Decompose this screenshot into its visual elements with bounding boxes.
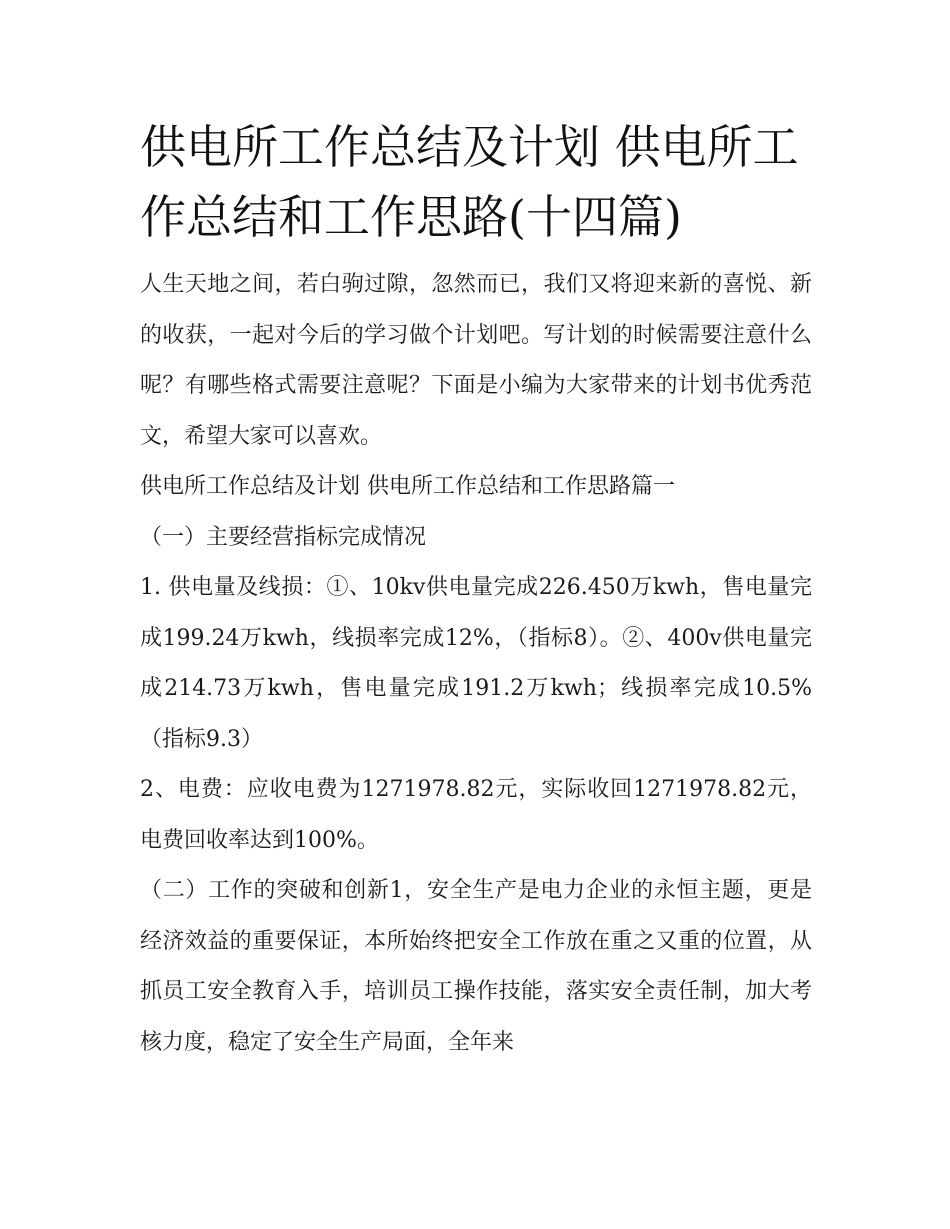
section-heading: 供电所工作总结及计划 供电所工作总结和工作思路篇一 bbox=[140, 474, 675, 499]
electricity-fee-paragraph: 2、电费：应收电费为1271978.82元，实际收回1271978.82元，电费回收率达到100%。 bbox=[140, 777, 812, 853]
intro-paragraph: 人生天地之间，若白驹过隙，忽然而已，我们又将迎来新的喜悦、新的收获，一起对今后的学习做个计划吧。写计划的时候需要注意什么呢？有哪些格式需要注意呢？下面是小编为大家带来的计划书优秀范文，希望大家可以喜欢。 bbox=[140, 272, 812, 449]
power-supply-paragraph: 1. 供电量及线损：①、10kv供电量完成226.450万kwh，售电量完成199.24万kwh，线损率完成12%，（指标8）。②、400v供电量完成214.73万kwh，售电量完成191.2万kwh；线损率完成10.5%（指标9.3） bbox=[140, 575, 812, 752]
document-title: 供电所工作总结及计划 供电所工作总结和工作思路(十四篇) bbox=[140, 120, 799, 244]
document-body bbox=[140, 260, 812, 1068]
document-page bbox=[140, 112, 812, 1068]
innovation-paragraph: （二）工作的突破和创新1，安全生产是电力企业的永恒主题，更是经济效益的重要保证，本所始终把安全工作放在重之又重的位置，从抓员工安全教育入手，培训员工操作技能，落实安全责任制，加大考核力度，稳定了安全生产局面，全年来 bbox=[140, 878, 812, 1055]
subsection-heading: （一）主要经营指标完成情况 bbox=[140, 524, 427, 550]
